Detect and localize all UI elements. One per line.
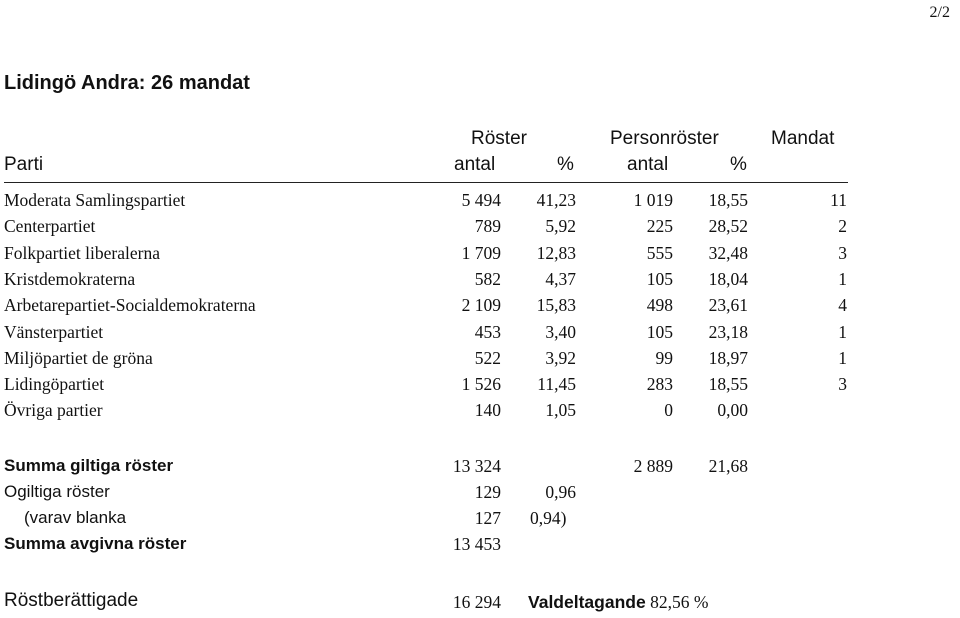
party-name: Folkpartiet liberalerna [4, 242, 160, 263]
blank-votes-label: (varav blanka [24, 508, 127, 527]
party-name: Vänsterpartiet [4, 321, 104, 342]
party-name: Övriga partier [4, 400, 103, 421]
votes-count: 1 526 [461, 374, 501, 395]
valid-personal-votes-percent: 21,68 [708, 456, 748, 476]
seats-count: 1 [838, 347, 847, 368]
invalid-votes-label: Ogiltiga röster [4, 482, 110, 501]
valid-votes-label: Summa giltiga röster [4, 456, 174, 475]
header-divider [4, 182, 848, 183]
seats-count: 11 [830, 190, 847, 210]
party-name: Centerpartiet [4, 216, 96, 237]
invalid-votes-percent: 0,96 [545, 482, 576, 502]
table-row [0, 295, 960, 321]
votes-percent: 12,83 [536, 242, 576, 263]
valid-personal-votes-count: 2 889 [633, 456, 673, 476]
table-row [0, 348, 960, 374]
eligible-row [0, 592, 960, 618]
valid-votes-count: 13 324 [452, 456, 501, 476]
personal-votes-percent: 28,52 [708, 216, 748, 237]
table-row [0, 322, 960, 348]
personal-votes-count: 555 [646, 242, 673, 263]
personal-votes-count: 498 [646, 295, 673, 316]
page-number: 2/2 [929, 4, 950, 21]
cast-votes-label: Summa avgivna röster [4, 534, 187, 553]
table-row [0, 400, 960, 426]
valid-votes-row [0, 456, 960, 482]
personal-votes-percent: 23,61 [708, 295, 748, 316]
votes-count: 5 494 [461, 190, 501, 210]
party-name: Miljöpartiet de gröna [4, 347, 153, 368]
personal-votes-group-header: Personröster [610, 128, 719, 149]
votes-percent: 41,23 [536, 190, 576, 210]
party-name: Lidingöpartiet [4, 374, 105, 395]
votes-count: 453 [474, 321, 501, 342]
seats-count: 1 [838, 268, 847, 289]
page-title: Lidingö Andra: 26 mandat [4, 72, 250, 94]
invalid-votes-count: 129 [474, 482, 501, 502]
party-name: Moderata Samlingspartiet [4, 190, 186, 210]
votes-percent: 5,92 [545, 216, 576, 237]
personal-votes-percent: 18,55 [708, 190, 748, 210]
cast-votes-count: 13 453 [452, 534, 501, 554]
party-name: Arbetarepartiet-Socialdemokraterna [4, 295, 256, 316]
votes-count: 1 709 [461, 242, 501, 263]
eligible-count: 16 294 [452, 592, 501, 612]
blank-votes-row [0, 508, 960, 534]
turnout-label: Valdeltagande [528, 592, 646, 612]
personal-votes-percent: 18,04 [708, 268, 748, 289]
personal-votes-percent-header: % [730, 154, 747, 175]
personal-votes-percent: 32,48 [708, 242, 748, 263]
seats-count: 1 [838, 321, 847, 342]
personal-votes-percent: 0,00 [717, 400, 748, 421]
invalid-votes-row [0, 482, 960, 508]
eligible-label: Röstberättigade [4, 590, 139, 611]
table-row [0, 216, 960, 242]
seats-count: 3 [838, 242, 847, 263]
seats-count: 4 [838, 295, 847, 316]
votes-percent-header: % [557, 154, 574, 175]
personal-votes-count: 105 [646, 321, 673, 342]
personal-votes-percent: 18,55 [708, 374, 748, 395]
personal-votes-count: 99 [655, 347, 673, 368]
table-row [0, 269, 960, 295]
party-name: Kristdemokraterna [4, 268, 136, 289]
turnout-value: 82,56 % [650, 592, 709, 612]
seats-count: 3 [838, 374, 847, 395]
votes-count: 582 [474, 268, 501, 289]
votes-count: 789 [474, 216, 501, 237]
personal-votes-count-header: antal [627, 154, 669, 175]
votes-count: 522 [474, 347, 501, 368]
votes-percent: 1,05 [545, 400, 576, 421]
seats-count: 2 [838, 216, 847, 237]
votes-percent: 3,40 [545, 321, 576, 342]
table-row [0, 374, 960, 400]
votes-count-header: antal [454, 154, 496, 175]
personal-votes-count: 105 [646, 268, 673, 289]
votes-percent: 4,37 [545, 268, 576, 289]
seats-header: Mandat [771, 128, 835, 149]
table-row [0, 190, 960, 216]
table-row [0, 243, 960, 269]
votes-group-header: Röster [471, 128, 527, 149]
votes-percent: 3,92 [545, 347, 576, 368]
personal-votes-count: 283 [646, 374, 673, 395]
personal-votes-percent: 18,97 [708, 347, 748, 368]
personal-votes-count: 225 [646, 216, 673, 237]
votes-percent: 11,45 [537, 374, 576, 395]
turnout [528, 592, 708, 613]
cast-votes-row [0, 534, 960, 560]
blank-votes-count: 127 [474, 508, 501, 528]
blank-votes-percent: 0,94) [530, 508, 567, 528]
personal-votes-count: 0 [664, 400, 673, 421]
personal-votes-count: 1 019 [633, 190, 673, 210]
personal-votes-percent: 23,18 [708, 321, 748, 342]
party-header: Parti [4, 154, 44, 175]
votes-percent: 15,83 [536, 295, 576, 316]
votes-count: 140 [474, 400, 501, 421]
votes-count: 2 109 [461, 295, 501, 316]
